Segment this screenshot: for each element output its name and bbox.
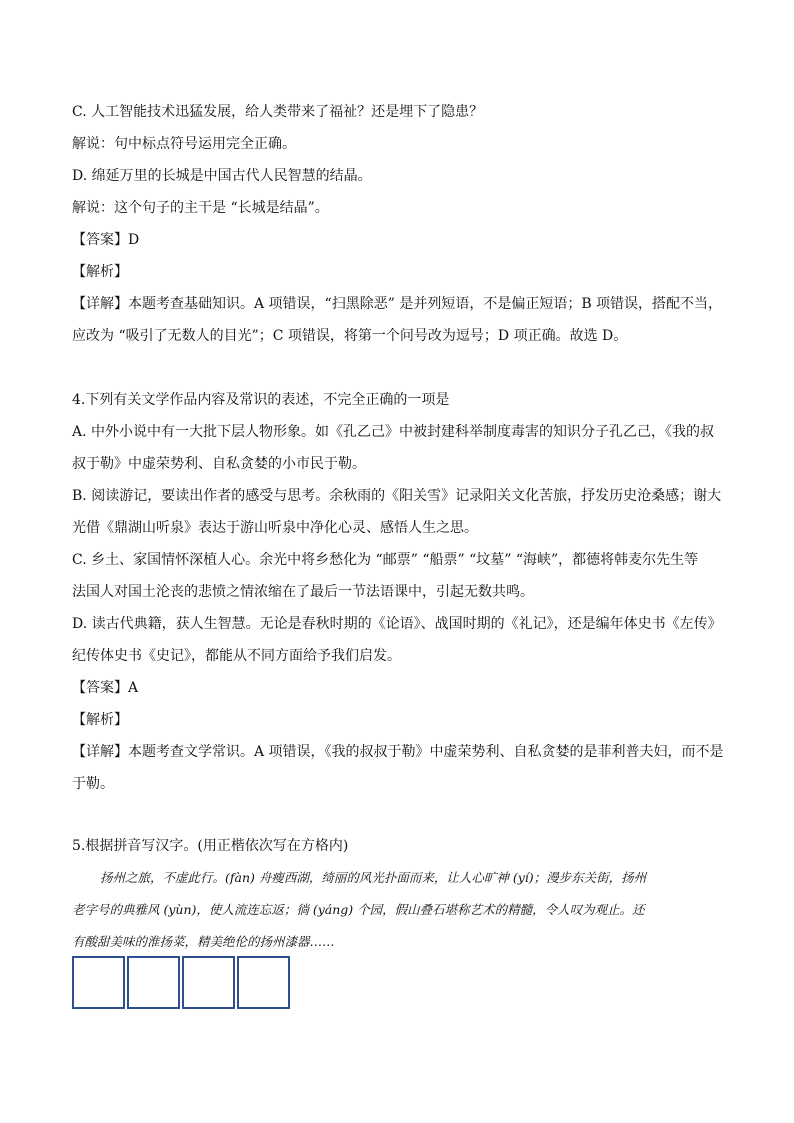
- q5-passage-line-3: 有酸甜美味的淮扬菜，精美绝伦的扬州漆器……: [72, 934, 335, 949]
- q5-passage-line-2: 老字号的典雅风 (yùn)，使人流连忘返；徜 (yáng) 个园，假山叠石堪称艺术的精髓，令人叹为观止。还: [72, 902, 645, 917]
- q4-option-d-line-1: D. 读古代典籍，获人生智慧。无论是春秋时期的《论语》、战国时期的《礼记》，还是编年体史书《左传》: [72, 616, 722, 632]
- q4-option-d-line-2: 纪传体史书《史记》，都能从不同方面给予我们启发。: [72, 648, 401, 664]
- answer-box-2[interactable]: [127, 956, 180, 1009]
- q5-title: 5.根据拼音写汉字。(用正楷依次写在方格内): [72, 838, 349, 854]
- q4-detail-line-2: 于勒。: [72, 776, 114, 792]
- q3-option-d: D. 绵延万里的长城是中国古代人民智慧的结晶。: [72, 168, 372, 184]
- answer-box-1[interactable]: [72, 956, 125, 1009]
- q4-detail-line-1: 【详解】本题考查文学常识。A 项错误，《我的叔叔于勒》中虚荣势利、自私贪婪的是菲利普夫妇，而不是: [72, 744, 724, 760]
- answer-grid: [72, 956, 290, 1009]
- q4-option-c-line-1: C. 乡土、家国情怀深植人心。余光中将乡愁化为 “邮票” “船票” “坟墓” “海峡”，都德将韩麦尔先生等: [72, 552, 699, 568]
- q3-answer: 【答案】D: [72, 232, 140, 248]
- q4-answer: 【答案】A: [72, 680, 139, 696]
- q3-explain-c: 解说：句中标点符号运用完全正确。: [72, 136, 296, 152]
- q4-analysis: 【解析】: [72, 712, 128, 728]
- q4-title: 4.下列有关文学作品内容及常识的表述，不完全正确的一项是: [72, 392, 450, 408]
- q3-option-c: C. 人工智能技术迅猛发展，给人类带来了福祉？还是埋下了隐患？: [72, 104, 484, 120]
- answer-box-4[interactable]: [237, 956, 290, 1009]
- answer-box-3[interactable]: [182, 956, 235, 1009]
- q3-analysis: 【解析】: [72, 264, 128, 280]
- q3-detail-line-2: 应改为 “吸引了无数人的目光”；C 项错误，将第一个问号改为逗号；D 项正确。故选 D。: [72, 328, 628, 344]
- q4-option-a-line-2: 叔于勒》中虚荣势利、自私贪婪的小市民于勒。: [72, 456, 366, 472]
- q4-option-a-line-1: A. 中外小说中有一大批下层人物形象。如《孔乙己》中被封建科举制度毒害的知识分子孔乙己，《我的叔: [72, 424, 715, 440]
- q5-passage-line-1: 扬州之旅，不虚此行。(fàn) 舟瘦西湖，绮丽的风光扑面而来，让人心旷神 (yí)；漫步东关街，扬州: [100, 870, 647, 885]
- q4-option-b-line-1: B. 阅读游记，要读出作者的感受与思考。余秋雨的《阳关雪》记录阳关文化苦旅，抒发历史沧桑感；谢大: [72, 488, 722, 504]
- q4-option-b-line-2: 光借《鼎湖山听泉》表达于游山听泉中净化心灵、感悟人生之思。: [72, 520, 478, 536]
- q3-explain-d: 解说：这个句子的主干是 “长城是结晶”。: [72, 200, 329, 216]
- q3-detail-line-1: 【详解】本题考查基础知识。A 项错误，“扫黑除恶” 是并列短语，不是偏正短语；B 项错误，搭配不当，: [72, 296, 723, 312]
- q4-option-c-line-2: 法国人对国土沦丧的悲愤之情浓缩在了最后一节法语课中，引起无数共鸣。: [72, 584, 534, 600]
